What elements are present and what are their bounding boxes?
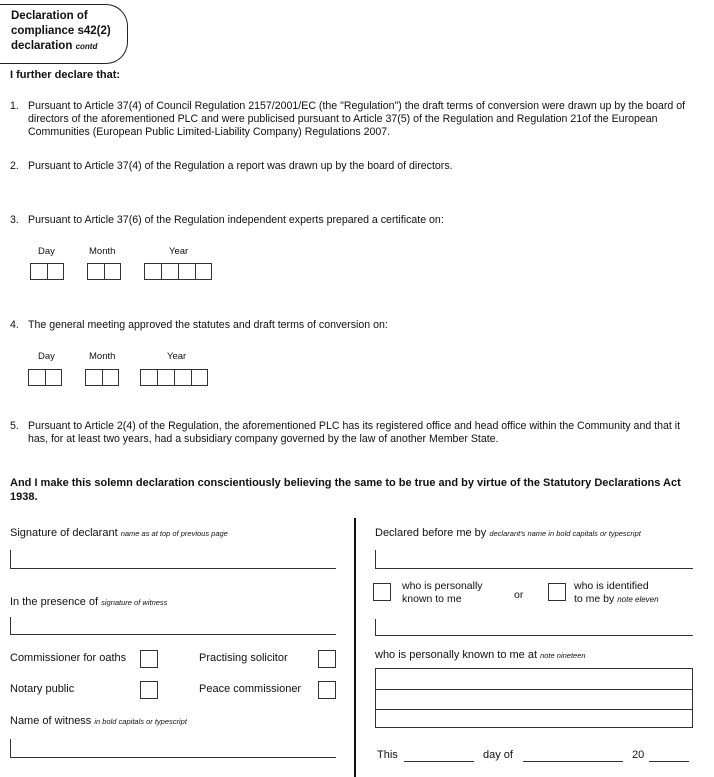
year-line[interactable] xyxy=(649,761,689,762)
digit-box[interactable] xyxy=(174,369,191,386)
peace-commissioner-checkbox[interactable] xyxy=(318,681,336,699)
date1-month-label: Month xyxy=(89,246,116,257)
date1-day-boxes[interactable] xyxy=(30,263,64,280)
declaration-item-2: 2. Pursuant to Article 37(4) of the Regulation a report was drawn up by the board of directors. xyxy=(10,160,453,172)
identified-by-line[interactable] xyxy=(375,635,693,636)
month-line[interactable] xyxy=(523,761,623,762)
digit-box[interactable] xyxy=(191,369,208,386)
date1-year-label: Year xyxy=(169,246,189,257)
date2-year-boxes[interactable] xyxy=(140,369,208,386)
date1-year-boxes[interactable] xyxy=(144,263,212,280)
or-label: or xyxy=(514,589,524,601)
presence-of-label: In the presence of signature of witness xyxy=(10,596,168,608)
digit-box[interactable] xyxy=(28,369,45,386)
this-label: This xyxy=(377,749,398,761)
solicitor-checkbox[interactable] xyxy=(318,650,336,668)
declared-before-label: Declared before me by declarant's name in bold capitals or typescript xyxy=(375,527,641,539)
column-divider xyxy=(354,518,356,777)
day-line[interactable] xyxy=(404,761,474,762)
identified-label: who is identified to me by note eleven xyxy=(574,580,659,605)
declarant-name-line[interactable] xyxy=(375,568,693,569)
address-box[interactable] xyxy=(375,668,693,728)
date2-day-boxes[interactable] xyxy=(28,369,62,386)
declaration-item-3: 3. Pursuant to Article 37(6) of the Regulation independent experts prepared a certificate on: xyxy=(10,214,444,226)
digit-box[interactable] xyxy=(47,263,64,280)
section-tab-title: Declaration of compliance s42(2) declaration contd xyxy=(11,10,111,52)
digit-box[interactable] xyxy=(30,263,47,280)
identified-checkbox[interactable] xyxy=(548,583,566,601)
solemn-declaration: And I make this solemn declaration conscientiously believing the same to be true and by virtue of the Statutory Declarations Act 1938. xyxy=(10,477,681,503)
personally-known-label: who is personally known to me xyxy=(402,580,483,605)
digit-box[interactable] xyxy=(178,263,195,280)
personally-known-checkbox[interactable] xyxy=(373,583,391,601)
commissioner-checkbox[interactable] xyxy=(140,650,158,668)
date2-day-label: Day xyxy=(38,351,55,362)
digit-box[interactable] xyxy=(87,263,104,280)
digit-box[interactable] xyxy=(195,263,212,280)
digit-box[interactable] xyxy=(45,369,62,386)
peace-commissioner-label: Peace commissioner xyxy=(199,683,302,695)
digit-box[interactable] xyxy=(85,369,102,386)
date1-day-label: Day xyxy=(38,246,55,257)
solicitor-label: Practising solicitor xyxy=(199,652,288,664)
witness-name-label: Name of witness in bold capitals or typescript xyxy=(10,715,187,727)
year-prefix-label: 20 xyxy=(632,749,645,761)
date2-year-label: Year xyxy=(167,351,187,362)
digit-box[interactable] xyxy=(104,263,121,280)
signature-declarant-label: Signature of declarant name as at top of previous page xyxy=(10,527,228,539)
date2-month-boxes[interactable] xyxy=(85,369,119,386)
digit-box[interactable] xyxy=(157,369,174,386)
date1-month-boxes[interactable] xyxy=(87,263,121,280)
digit-box[interactable] xyxy=(102,369,119,386)
digit-box[interactable] xyxy=(144,263,161,280)
witness-name-line[interactable] xyxy=(10,757,336,758)
date2-month-label: Month xyxy=(89,351,116,362)
declaration-item-1: 1. Pursuant to Article 37(4) of Council Regulation 2157/2001/EC (the "Regulation") the draft terms of conversion were drawn up by the board of directors of the aforementioned PLC and were publicised pursuant to Article 37(5) of the Regulation and Regulation 21of the European Communities (European Public Limited-Liability Company) Regulations 2007. xyxy=(10,100,686,138)
commissioner-label: Commissioner for oaths xyxy=(10,652,127,664)
day-of-label: day of xyxy=(483,749,513,761)
declaration-item-5: 5. Pursuant to Article 2(4) of the Regulation, the aforementioned PLC has its registered office and head office within the Community and that it has, for at least two years, had a subsidiary company governed by the law of another Member State. xyxy=(10,420,681,445)
signature-declarant-line[interactable] xyxy=(10,568,336,569)
known-at-label: who is personally known to me at note nineteen xyxy=(375,649,586,661)
digit-box[interactable] xyxy=(140,369,157,386)
notary-label: Notary public xyxy=(10,683,75,695)
notary-checkbox[interactable] xyxy=(140,681,158,699)
witness-signature-line[interactable] xyxy=(10,634,336,635)
declaration-item-4: 4. The general meeting approved the statutes and draft terms of conversion on: xyxy=(10,319,388,331)
further-declare-heading: I further declare that: xyxy=(10,69,121,81)
digit-box[interactable] xyxy=(161,263,178,280)
